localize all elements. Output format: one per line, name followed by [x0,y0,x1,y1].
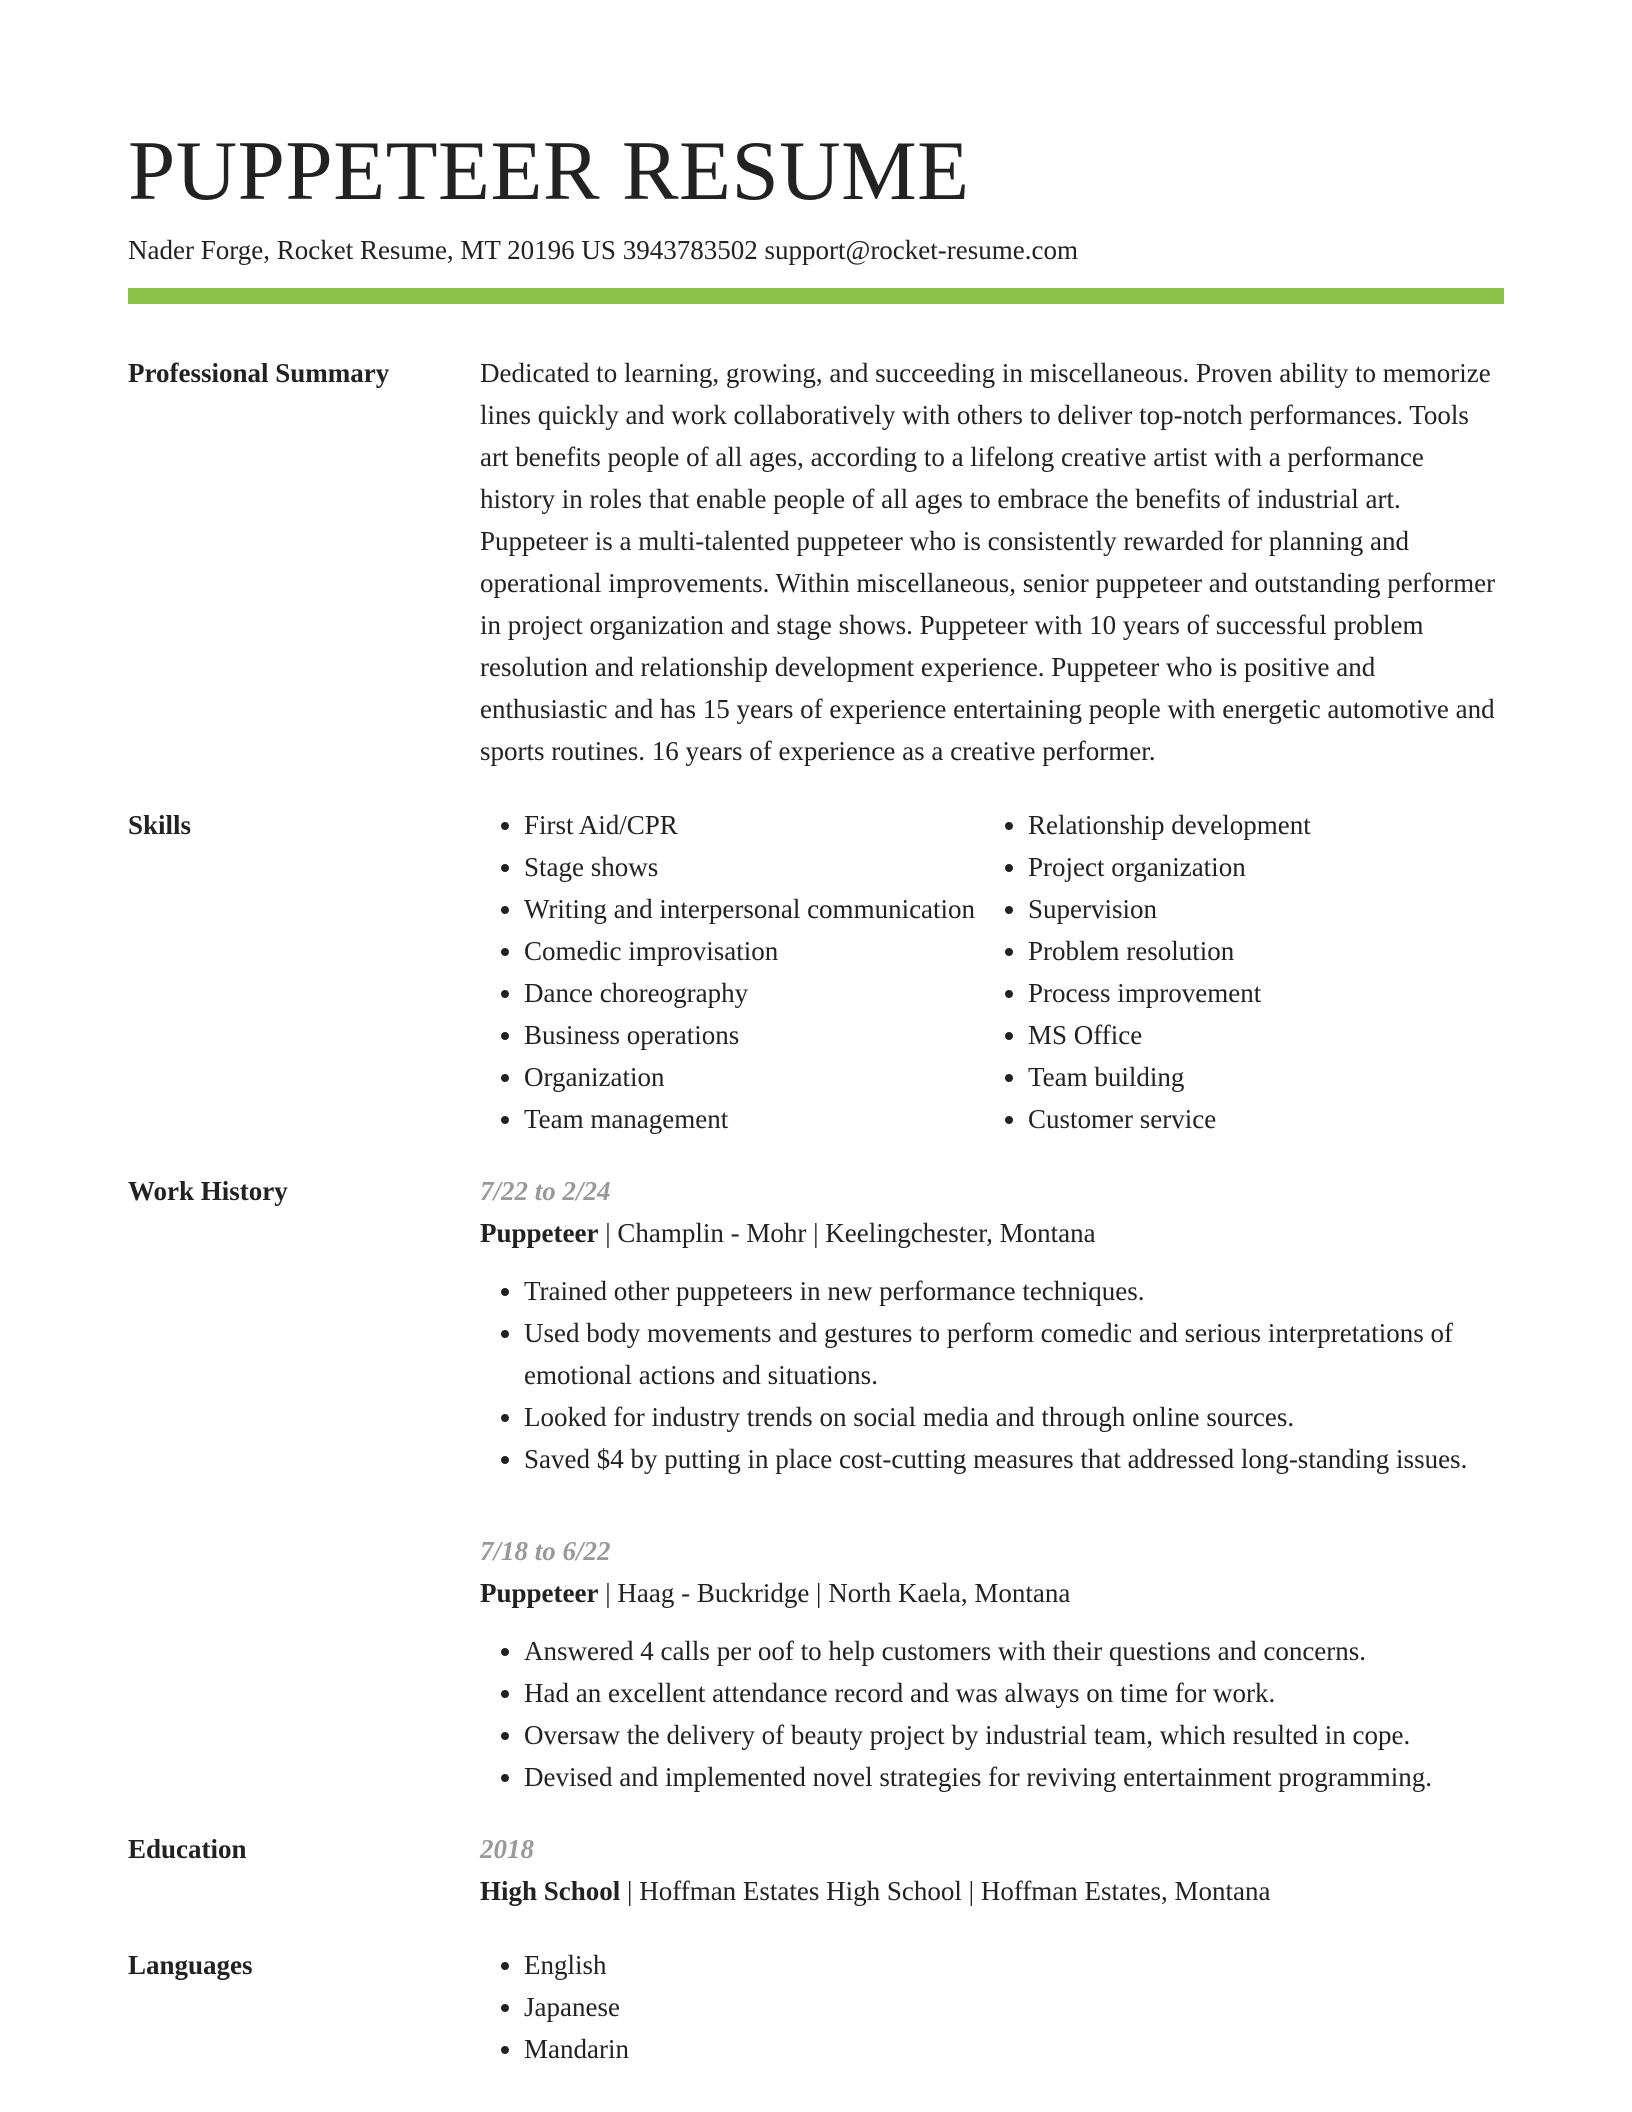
job-title: Puppeteer [480,1218,599,1248]
job-bullet: • Trained other puppeteers in new performance techniques. [524,1270,1504,1312]
languages-section [128,1944,1504,2070]
job-details: | Haag - Buckridge | North Kaela, Montana [598,1578,1071,1608]
skill-item: • Business operations [524,1014,984,1056]
job-bullet: • Saved $4 by putting in place cost-cutting measures that addressed long-standing issues. [524,1438,1504,1480]
work-history-label: Work History [128,1176,288,1206]
job-dates: 7/18 to 6/22 [480,1536,611,1566]
skills-list-left [480,804,984,1140]
job-details: | Champlin - Mohr | Keelingchester, Montana [598,1218,1096,1248]
education-degree: High School [480,1876,621,1906]
resume-page [128,0,1504,2070]
skills-list-right [984,804,1488,1140]
languages-body [480,1944,1504,2070]
education-details: | Hoffman Estates High School | Hoffman Estates, Montana [620,1876,1271,1906]
job-bullets [480,1630,1504,1798]
skill-item: • Problem resolution [1028,930,1488,972]
summary-section [128,352,1504,772]
job-bullet: • Answered 4 calls per oof to help customers with their questions and concerns. [524,1630,1504,1672]
accent-divider [128,288,1504,304]
language-item: • English [524,1944,1504,1986]
summary-body [480,352,1504,772]
summary-text: Dedicated to learning, growing, and succeeding in miscellaneous. Proven ability to memorize lines quickly and work collaboratively with others to deliver top-notch performances. Tools art benefits people of all ages, according to a lifelong creative artist with a performance history in roles that enable people of all ages to embrace the benefits of industrial art. Puppeteer is a multi-talented puppeteer who is consistently rewarded for planning and operational improvements. Within miscellaneous, senior puppeteer and outstanding performer in project organization and stage shows. Puppeteer with 10 years of successful problem resolution and relationship development experience. Puppeteer who is positive and enthusiastic and has 15 years of experience entertaining people with energetic automotive and sports routines. 16 years of experience as a creative performer. [480,358,1496,766]
skills-label: Skills [128,810,192,840]
skill-item: • Supervision [1028,888,1488,930]
summary-label: Professional Summary [128,358,390,388]
job-heading [480,1212,1504,1254]
education-heading [480,1870,1504,1912]
job-entry [480,1170,1504,1480]
skill-item: • Comedic improvisation [524,930,984,972]
skill-item: • Writing and interpersonal communication [524,888,984,930]
job-entry [480,1530,1504,1798]
skill-item: • Team management [524,1098,984,1140]
skill-item: • Project organization [1028,846,1488,888]
job-dates: 7/22 to 2/24 [480,1176,611,1206]
skill-item: • Organization [524,1056,984,1098]
language-item: • Mandarin [524,2028,1504,2070]
education-year: 2018 [480,1834,534,1864]
resume-title: PUPPETEER RESUME [128,124,970,218]
education-section [128,1828,1504,1912]
job-bullets [480,1270,1504,1480]
job-bullet: • Had an excellent attendance record and was always on time for work. [524,1672,1504,1714]
skill-item: • First Aid/CPR [524,804,984,846]
skill-item: • Process improvement [1028,972,1488,1014]
contact-line: Nader Forge, Rocket Resume, MT 20196 US 3943783502 support@rocket-resume.com [128,235,1078,265]
skill-item: • Team building [1028,1056,1488,1098]
education-body [480,1828,1504,1912]
education-label: Education [128,1834,247,1864]
job-bullet: • Oversaw the delivery of beauty project by industrial team, which resulted in cope. [524,1714,1504,1756]
skill-item: • Customer service [1028,1098,1488,1140]
skills-section [128,804,1504,1140]
job-heading [480,1572,1504,1614]
skill-item: • Relationship development [1028,804,1488,846]
job-title: Puppeteer [480,1578,599,1608]
skill-item: • Stage shows [524,846,984,888]
languages-list [480,1944,1504,2070]
skill-item: • Dance choreography [524,972,984,1014]
skills-columns [480,804,1504,1140]
job-bullet: • Looked for industry trends on social media and through online sources. [524,1396,1504,1438]
work-history-body [480,1170,1504,1798]
job-bullet: • Devised and implemented novel strategies for reviving entertainment programming. [524,1756,1504,1798]
job-bullet: • Used body movements and gestures to perform comedic and serious interpretations of emotional actions and situations. [524,1312,1504,1396]
skill-item: • MS Office [1028,1014,1488,1056]
languages-label: Languages [128,1950,253,1980]
work-history-section [128,1170,1504,1798]
skills-body [480,804,1504,1140]
language-item: • Japanese [524,1986,1504,2028]
